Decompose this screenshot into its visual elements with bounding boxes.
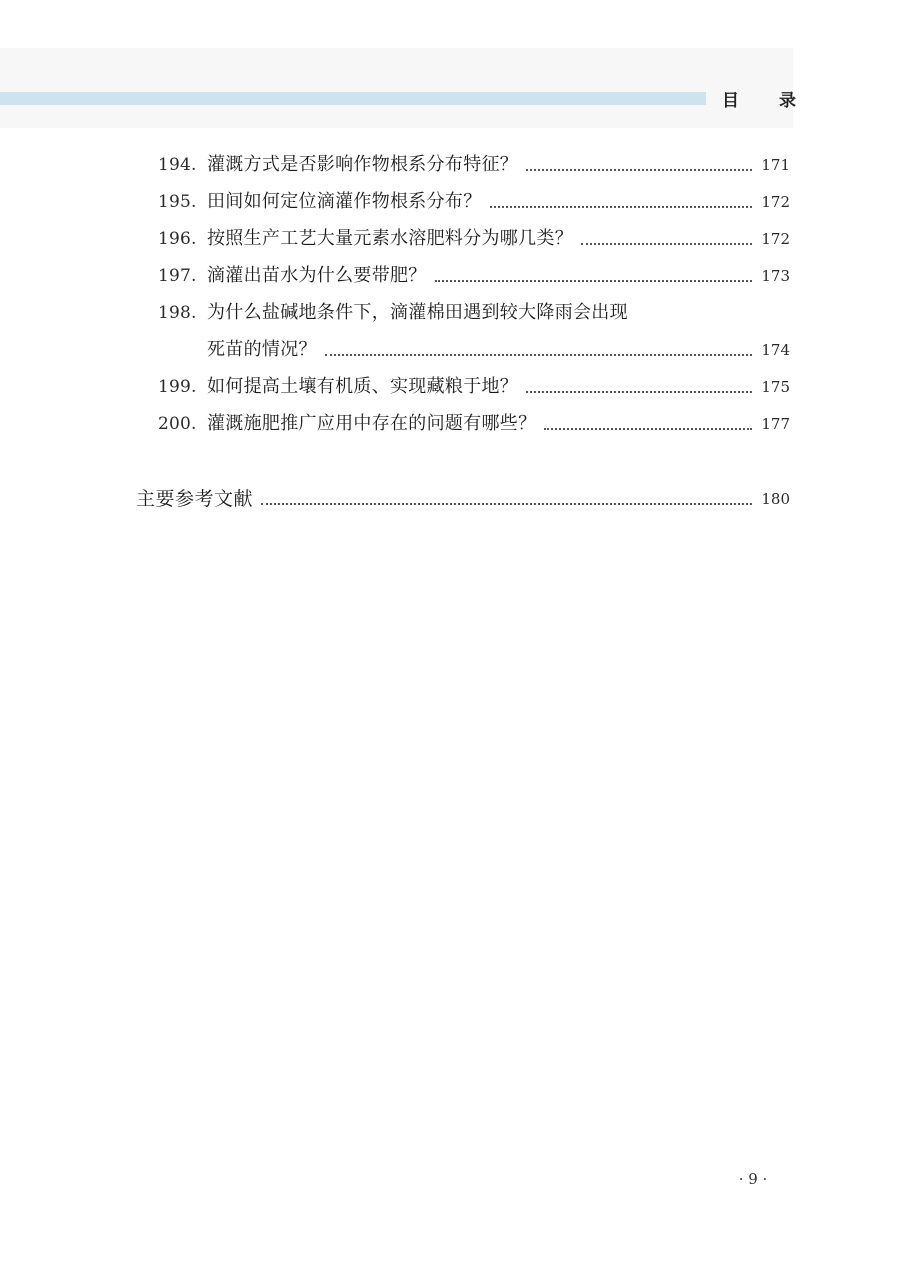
- header-stripe: [0, 92, 706, 105]
- toc-entry-title-continued: 死苗的情况？: [207, 339, 317, 360]
- toc-entry-page: 172: [761, 193, 790, 211]
- toc-entry-page: 172: [761, 230, 790, 248]
- toc-entry-199[interactable]: [158, 374, 790, 398]
- toc-section-references[interactable]: [136, 486, 790, 510]
- toc-entry-page: 177: [761, 415, 790, 433]
- toc-section-page: 180: [761, 490, 790, 508]
- toc-entry-198-continued[interactable]: [207, 337, 790, 361]
- toc-leader-dots: [490, 206, 753, 208]
- toc-leader-dots: [325, 354, 752, 356]
- toc-entry-200[interactable]: [158, 411, 790, 435]
- toc-leader-dots: [526, 169, 752, 171]
- toc-entry-page: 175: [761, 378, 790, 396]
- toc-entry-page: 173: [761, 267, 790, 285]
- toc-entry-196[interactable]: [158, 226, 790, 250]
- toc-entry-title: 田间如何定位滴灌作物根系分布？: [207, 191, 482, 212]
- toc-section-title: 主要参考文献: [136, 488, 254, 510]
- toc-entry-number: 199.: [158, 377, 197, 397]
- toc-entry-number: 194.: [158, 155, 197, 175]
- toc-entry-number: 197.: [158, 266, 197, 286]
- toc-entry-title: 灌溉方式是否影响作物根系分布特征？: [207, 154, 519, 175]
- toc-entry-number: 198.: [158, 303, 197, 323]
- toc-entry-number: 200.: [158, 414, 197, 434]
- page-number: · 9 ·: [738, 1170, 768, 1188]
- toc-entry-title: 按照生产工艺大量元素水溶肥料分为哪几类？: [207, 228, 573, 249]
- toc-leader-dots: [581, 243, 752, 245]
- toc-leader-dots: [435, 280, 752, 282]
- toc-entry-title: 灌溉施肥推广应用中存在的问题有哪些？: [207, 413, 537, 434]
- toc-entry-page: 174: [761, 341, 790, 359]
- toc-entry-number: 195.: [158, 192, 197, 212]
- toc-entry-title: 如何提高土壤有机质、实现藏粮于地？: [207, 376, 519, 397]
- toc-entry-page: 171: [761, 156, 790, 174]
- toc-entry-198[interactable]: [158, 300, 790, 324]
- toc-entry-197[interactable]: [158, 263, 790, 287]
- toc-entry-title: 为什么盐碱地条件下，滴灌棉田遇到较大降雨会出现: [207, 302, 628, 323]
- header-band: [0, 48, 793, 128]
- toc-leader-dots: [544, 428, 752, 430]
- toc-leader-dots: [526, 391, 752, 393]
- toc-leader-dots: [261, 503, 752, 505]
- running-header-title: [722, 86, 796, 111]
- toc-entry-number: 196.: [158, 229, 197, 249]
- header-title-char-1: 目: [722, 91, 739, 111]
- header-title-char-2: 录: [779, 91, 796, 111]
- toc-entry-195[interactable]: [158, 189, 790, 213]
- toc-entry-title: 滴灌出苗水为什么要带肥？: [207, 265, 427, 286]
- toc-entry-194[interactable]: [158, 152, 790, 176]
